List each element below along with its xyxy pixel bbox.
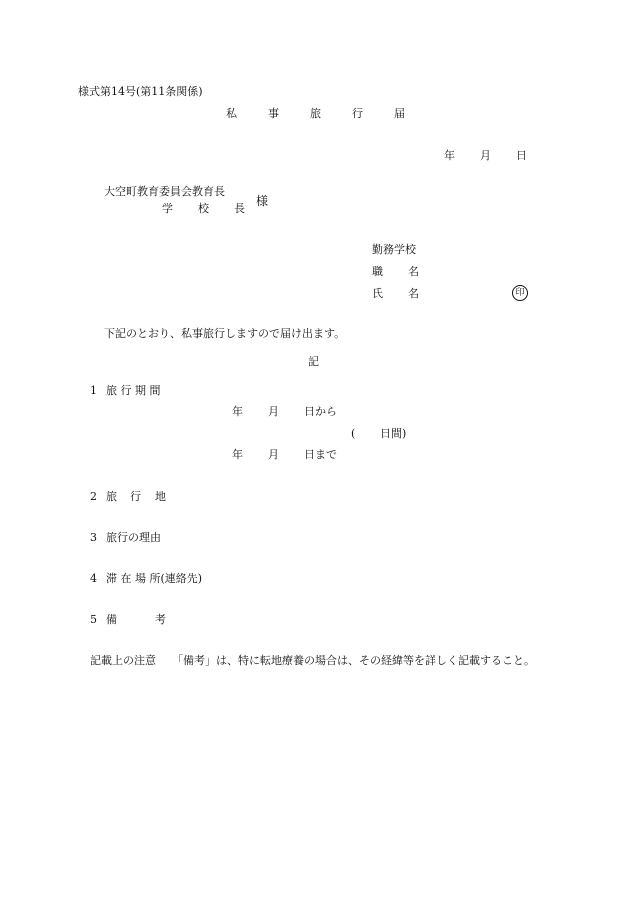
- item2-label-a: 旅: [106, 490, 117, 503]
- ki-heading: 記: [308, 355, 319, 368]
- period-from-month: 月: [268, 405, 279, 418]
- period-to-year: 年: [232, 448, 243, 461]
- period-to-month: 月: [268, 448, 279, 461]
- date-day: 日: [516, 149, 527, 162]
- addressee-line2-c: 長: [234, 202, 245, 215]
- period-to-day: 日まで: [304, 448, 337, 461]
- item3-number: 3: [90, 531, 97, 544]
- applicant-name-b: 名: [408, 287, 419, 300]
- applicant-post-b: 名: [408, 265, 419, 278]
- item5-label-a: 備: [106, 613, 117, 626]
- addressee-line1: 大空町教育委員会教育長: [104, 185, 225, 198]
- item3-label: 旅行の理由: [106, 531, 161, 544]
- intro-text: 下記のとおり、私事旅行しますので届け出ます。: [104, 327, 346, 340]
- date-month: 月: [480, 149, 491, 162]
- applicant-school-label: 勤務学校: [372, 243, 416, 256]
- note-label: 記載上の注意: [90, 654, 156, 667]
- applicant-name-a: 氏: [372, 287, 383, 300]
- period-from-day: 日から: [304, 405, 337, 418]
- period-days: 日間): [380, 427, 407, 440]
- period-paren-open: (: [351, 427, 356, 440]
- item2-label-b: 行: [130, 490, 141, 503]
- title-char-5: 届: [394, 107, 405, 120]
- item5-label-b: 考: [155, 613, 166, 626]
- date-year: 年: [444, 149, 455, 162]
- item1-label: 旅 行 期 間: [106, 384, 161, 397]
- item1-number: 1: [90, 384, 97, 397]
- item4-label: 滞 在 場 所(連絡先): [106, 572, 203, 585]
- note-text: 「備考」は、特に転地療養の場合は、その経緯等を詳しく記載すること。: [172, 654, 535, 667]
- item2-label-c: 地: [155, 490, 166, 503]
- item2-number: 2: [90, 490, 97, 503]
- title-char-3: 旅: [310, 107, 321, 120]
- document-title: [226, 108, 436, 119]
- seal-mark: 印: [512, 285, 528, 301]
- title-char-4: 行: [352, 107, 363, 120]
- title-char-1: 私: [226, 107, 237, 120]
- item4-number: 4: [90, 572, 97, 585]
- addressee-honorific: 様: [256, 194, 269, 208]
- form-number: 様式第14号(第11条関係): [78, 85, 203, 98]
- title-char-2: 事: [268, 107, 279, 120]
- item5-number: 5: [90, 613, 97, 626]
- period-from-year: 年: [232, 405, 243, 418]
- addressee-line2-b: 校: [198, 202, 209, 215]
- addressee-line2-a: 学: [162, 202, 173, 215]
- applicant-post-a: 職: [372, 265, 383, 278]
